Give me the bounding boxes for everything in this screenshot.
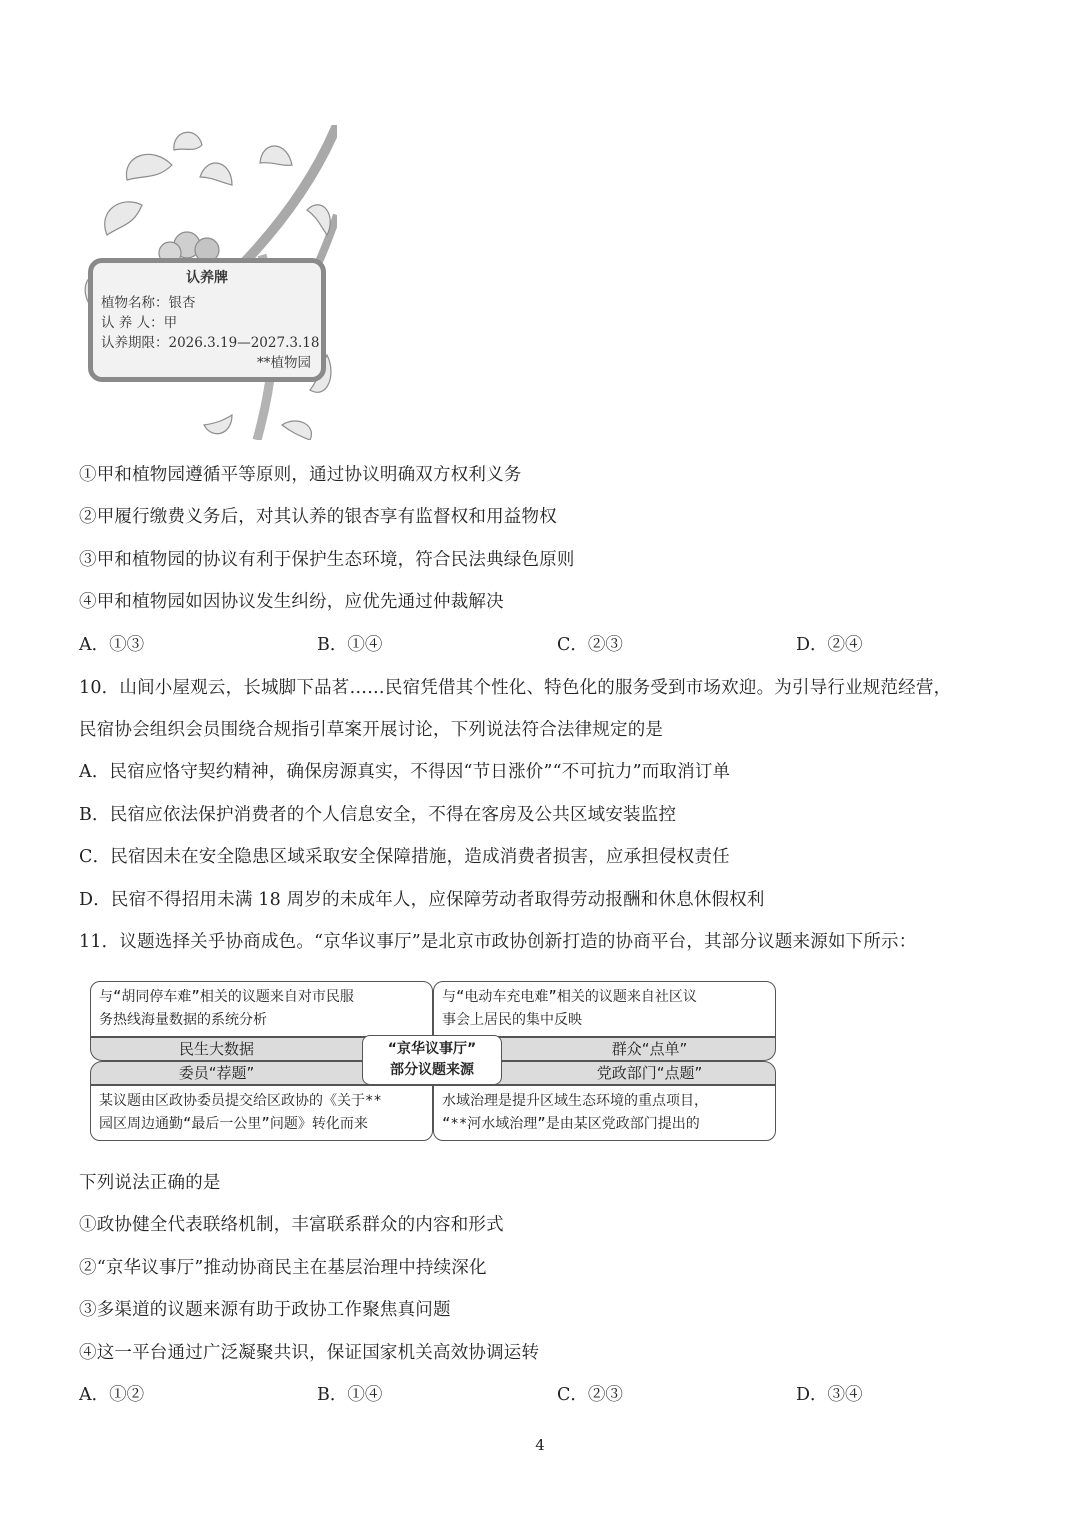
diagram-center-line-2: 部分议题来源 [390, 1062, 474, 1078]
box-top-right-line-2: 事会上居民的集中反映 [442, 1012, 582, 1028]
box-bottom-right-line-1: 水域治理是提升区域生态环境的重点项目， [442, 1093, 708, 1109]
q9-option-a: A．①③ [79, 635, 145, 655]
band-bottom-right: 党政部门“点题” [433, 1061, 776, 1085]
q11-option-a: A．①② [79, 1385, 145, 1405]
diagram-center-line-1: “京华议事厅” [387, 1041, 477, 1057]
q11-statement-2: ②“京华议事厅”推动协商民主在基层治理中持续深化 [79, 1258, 487, 1278]
box-top-left [90, 981, 433, 1037]
q11-option-d: D．③④ [796, 1385, 863, 1405]
band-top-right: 群众“点单” [433, 1037, 776, 1061]
q9-option-d: D．②④ [796, 635, 863, 655]
q9-statement-3: ③甲和植物园的协议有利于保护生态环境，符合民法典绿色原则 [79, 550, 575, 570]
q10-stem-line-2: 民宿协会组织会员围绕合规指引草案开展讨论，下列说法符合法律规定的是 [79, 720, 664, 740]
q9-statement-2: ②甲履行缴费义务后，对其认养的银杏享有监督权和用益物权 [79, 507, 557, 527]
box-top-left-line-1: 与“胡同停车难”相关的议题来自对市民服 [99, 989, 354, 1005]
q10-option-a: A．民宿应恪守契约精神，确保房源真实，不得因“节日涨价”“不可抗力”而取消订单 [79, 762, 731, 782]
adoption-plaque [88, 258, 326, 382]
q9-option-b: B．①④ [317, 635, 383, 655]
box-bottom-left [90, 1085, 433, 1141]
plaque-plant-name: 植物名称：银杏 [101, 295, 196, 311]
band-bottom-left: 委员“荐题” [90, 1061, 433, 1085]
q11-statement-3: ③多渠道的议题来源有助于政协工作聚焦真问题 [79, 1300, 451, 1320]
q10-option-c: C．民宿因未在安全隐患区域采取安全保障措施，造成消费者损害，应承担侵权责任 [79, 847, 730, 867]
q11-stem: 11．议题选择关乎协商成色。“京华议事厅”是北京市政协创新打造的协商平台，其部分议题来源如下所示： [79, 932, 917, 952]
q11-lead: 下列说法正确的是 [79, 1173, 221, 1193]
q10-option-b: B．民宿应依法保护消费者的个人信息安全，不得在客房及公共区域安装监控 [79, 805, 677, 825]
q9-statement-4: ④甲和植物园如因协议发生纠纷，应优先通过仲裁解决 [79, 592, 504, 612]
plaque-adopter: 认 养 人：甲 [101, 315, 178, 331]
plaque-period: 认养期限：2026.3.19—2027.3.18 [101, 335, 320, 351]
box-bottom-left-line-1: 某议题由区政协委员提交给区政协的《关于** [99, 1093, 382, 1109]
box-top-right [433, 981, 776, 1037]
page-number: 4 [535, 1436, 545, 1454]
diagram-center-label [362, 1035, 502, 1085]
plaque-title: 认养牌 [186, 270, 228, 286]
q9-option-c: C．②③ [557, 635, 623, 655]
box-top-right-line-1: 与“电动车充电难”相关的议题来自社区议 [442, 989, 697, 1005]
plaque-issuer: **植物园 [257, 355, 311, 371]
q10-option-d: D．民宿不得招用未满 18 周岁的未成年人，应保障劳动者取得劳动报酬和休息休假权利 [79, 890, 765, 910]
box-bottom-right [433, 1085, 776, 1141]
q10-stem-line-1: 10．山间小屋观云，长城脚下品茗……民宿凭借其个性化、特色化的服务受到市场欢迎。为引导行业规范经营， [79, 678, 952, 698]
q9-statement-1: ①甲和植物园遵循平等原则，通过协议明确双方权利义务 [79, 465, 522, 485]
q11-option-c: C．②③ [557, 1385, 623, 1405]
q11-statement-1: ①政协健全代表联络机制，丰富联系群众的内容和形式 [79, 1215, 504, 1235]
box-bottom-right-line-2: “**河水域治理”是由某区党政部门提出的 [442, 1116, 700, 1132]
box-bottom-left-line-2: 园区周边通勤“最后一公里”问题》转化而来 [99, 1116, 368, 1132]
q11-option-b: B．①④ [317, 1385, 383, 1405]
topic-source-diagram [90, 981, 776, 1141]
band-top-left: 民生大数据 [90, 1037, 433, 1061]
q11-statement-4: ④这一平台通过广泛凝聚共识，保证国家机关高效协调运转 [79, 1343, 540, 1363]
box-top-left-line-2: 务热线海量数据的系统分析 [99, 1012, 267, 1028]
